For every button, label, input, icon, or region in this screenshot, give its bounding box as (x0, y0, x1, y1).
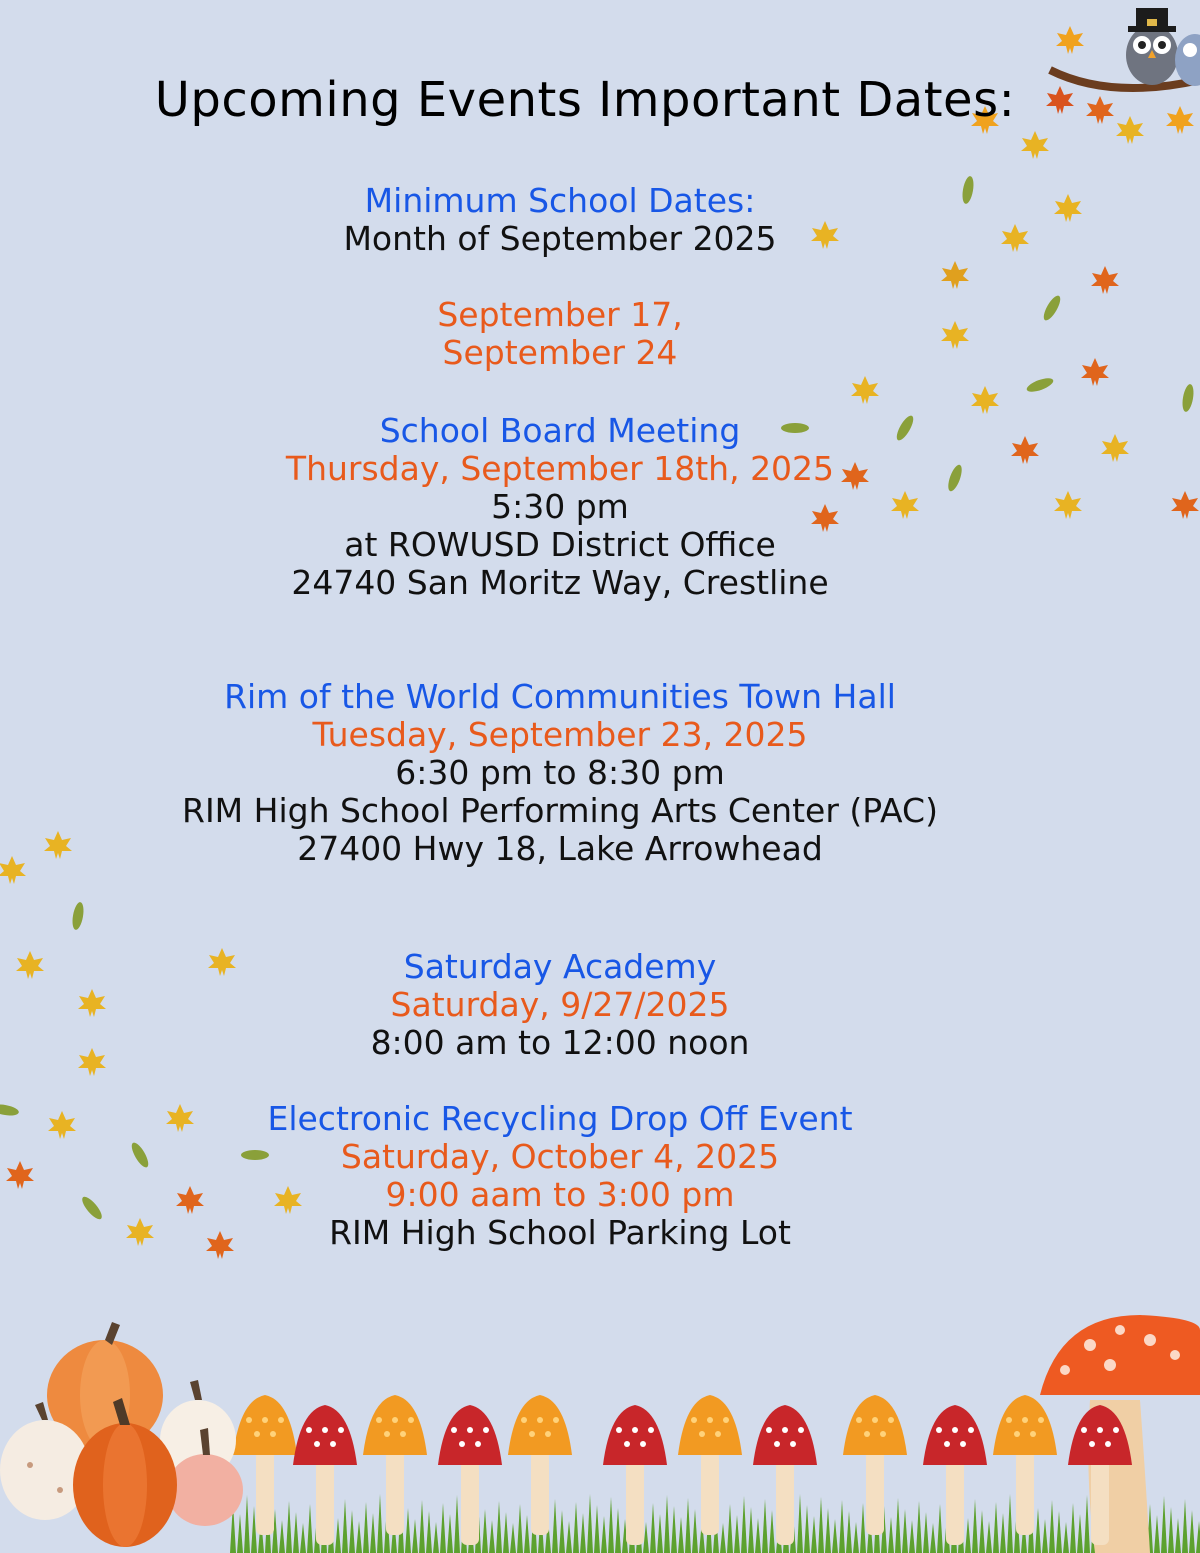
board-date: Thursday, September 18th, 2025 (285, 449, 835, 488)
mushroom-icon (508, 1395, 572, 1535)
board-place: at ROWUSD District Office (344, 525, 776, 564)
townhall-date: Tuesday, September 23, 2025 (312, 715, 808, 754)
minimum-month: Month of September 2025 (343, 219, 777, 258)
mushroom-icon (363, 1395, 427, 1535)
minimum-date-2: September 24 (442, 333, 678, 372)
townhall-heading: Rim of the World Communities Town Hall (224, 677, 896, 716)
maple-leaf-icon (971, 386, 999, 414)
townhall-time: 6:30 pm to 8:30 pm (395, 753, 725, 792)
board-heading: School Board Meeting (379, 411, 741, 450)
page-title: Upcoming Events Important Dates: (154, 72, 1016, 128)
minimum-date-1: September 17, (437, 295, 683, 334)
mushroom-icon (293, 1405, 357, 1545)
board-address: 24740 San Moritz Way, Crestline (291, 563, 829, 602)
academy-time: 8:00 am to 12:00 noon (370, 1023, 750, 1062)
mushroom-icon (923, 1405, 987, 1545)
recycling-date: Saturday, October 4, 2025 (340, 1137, 780, 1176)
mushroom-icon (233, 1395, 297, 1535)
recycling-time: 9:00 aam to 3:00 pm (385, 1175, 735, 1214)
maple-leaf-icon (1166, 106, 1194, 134)
minimum-heading: Minimum School Dates: (364, 181, 756, 220)
board-time: 5:30 pm (491, 487, 629, 526)
mushroom-icon (603, 1405, 667, 1545)
maple-leaf-icon (1091, 266, 1119, 294)
maple-leaf-icon (1171, 491, 1199, 519)
recycling-place: RIM High School Parking Lot (329, 1213, 791, 1252)
academy-date: Saturday, 9/27/2025 (390, 985, 730, 1024)
mushroom-icon (993, 1395, 1057, 1535)
maple-leaf-icon (851, 376, 879, 404)
leaf-icon (1025, 376, 1055, 395)
maple-leaf-icon (941, 261, 969, 289)
owl-icon (1175, 34, 1200, 86)
academy-heading: Saturday Academy (403, 947, 717, 986)
leaf-icon (1181, 383, 1196, 412)
maple-leaf-icon (1021, 131, 1049, 159)
townhall-place: RIM High School Performing Arts Center (PAC) (182, 791, 938, 830)
mushroom-icon (438, 1405, 502, 1545)
leaf-icon (71, 901, 86, 930)
recycling-heading: Electronic Recycling Drop Off Event (267, 1099, 853, 1138)
pumpkin-icon-group (0, 1322, 243, 1547)
townhall-address: 27400 Hwy 18, Lake Arrowhead (297, 829, 823, 868)
maple-leaf-icon (1056, 26, 1084, 54)
